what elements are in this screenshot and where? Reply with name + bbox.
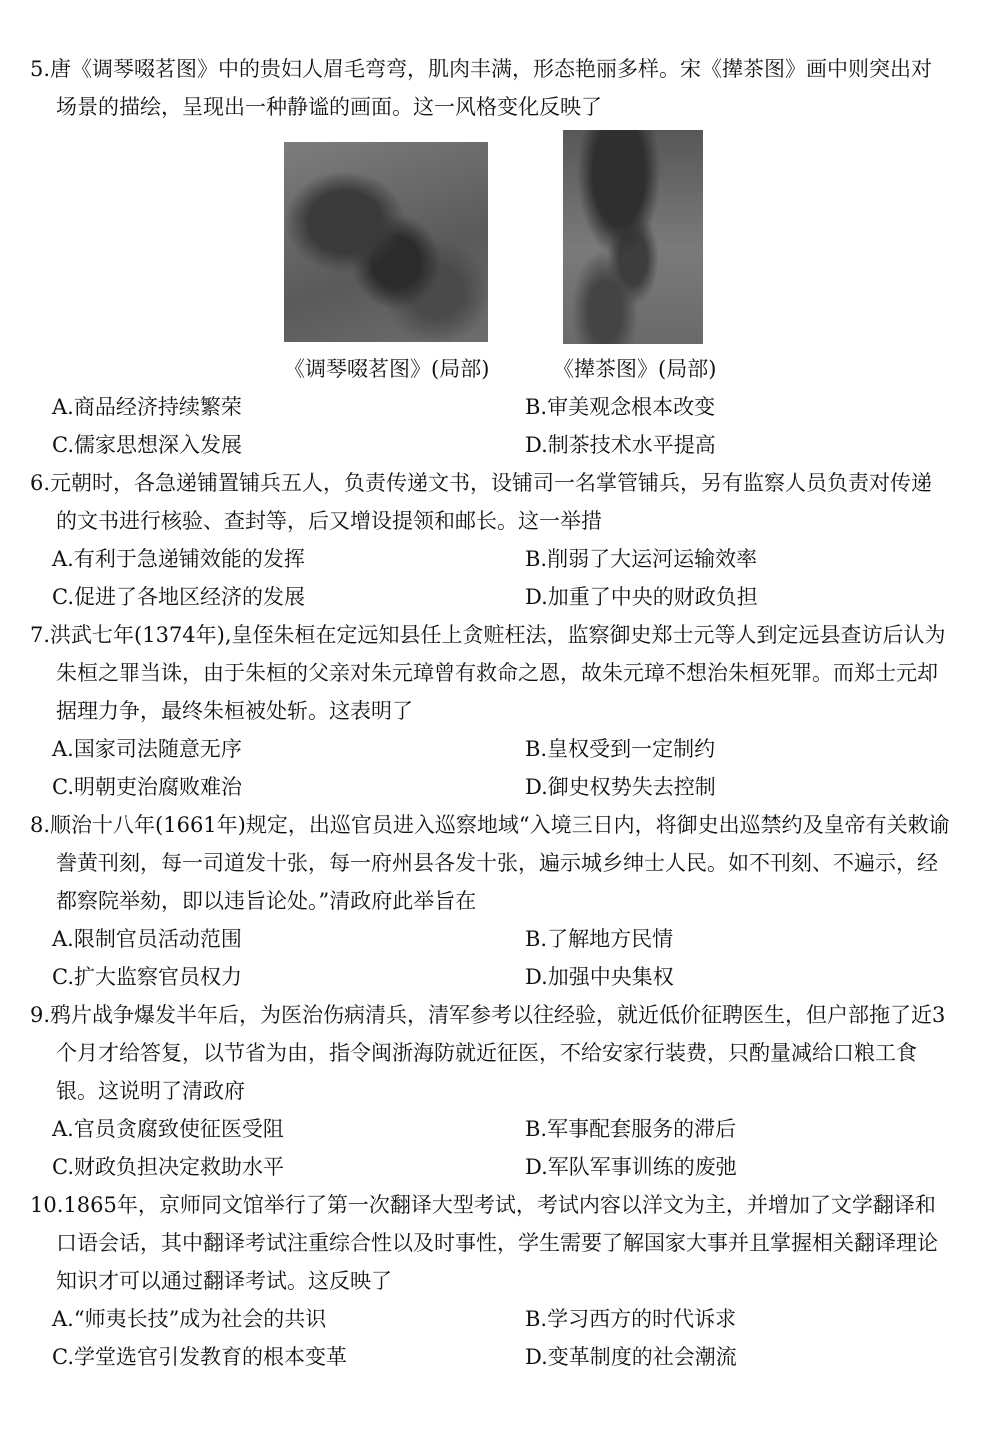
question-stem: 5.唐《调琴啜茗图》中的贵妇人眉毛弯弯，肌肉丰满，形态艳丽多样。宋《撵茶图》画中则突出对场景的描绘，呈现出一种静谧的画面。这一风格变化反映了 xyxy=(30,57,933,119)
question-stem: 6.元朝时，各急递铺置铺兵五人，负责传递文书，设铺司一名掌管铺兵，另有监察人员负责对传递的文书进行核验、查封等，后又增设提领和邮长。这一举措 xyxy=(30,471,933,533)
question-6 xyxy=(30,464,950,616)
option-b[interactable]: B.军事配套服务的滞后 xyxy=(525,1117,737,1141)
question-9 xyxy=(30,996,950,1186)
option-c[interactable]: C.财政负担决定救助水平 xyxy=(52,1155,284,1179)
option-c[interactable]: C.扩大监察官员权力 xyxy=(52,965,242,989)
option-a[interactable]: A.官员贪腐致使征医受阻 xyxy=(52,1117,284,1141)
question-stem: 10.1865年，京师同文馆举行了第一次翻译大型考试，考试内容以洋文为主，并增加了文学翻译和口语会话，其中翻译考试注重综合性以及时事性，学生需要了解国家大事并且掌握相关翻译理论知识才可以通过翻译考试。这反映了 xyxy=(30,1193,938,1293)
option-d[interactable]: D.军队军事训练的废弛 xyxy=(525,1155,737,1179)
option-c[interactable]: C.儒家思想深入发展 xyxy=(52,433,242,457)
option-a[interactable]: A.国家司法随意无序 xyxy=(52,737,242,761)
option-c[interactable]: C.促进了各地区经济的发展 xyxy=(52,585,305,609)
question-stem: 8.顺治十八年(1661年)规定，出巡官员进入巡察地域“入境三日内，将御史出巡禁约及皇帝有关敕谕誊黄刊刻，每一司道发十张，每一府州县各发十张，遍示城乡绅士人民。如不刊刻、不遍示，经都察院举劾，即以违旨论处。”清政府此举旨在 xyxy=(30,813,950,913)
question-stem: 7.洪武七年(1374年),皇侄朱桓在定远知县任上贪赃枉法，监察御史郑士元等人到定远县查访后认为朱桓之罪当诛，由于朱桓的父亲对朱元璋曾有救命之恩，故朱元璋不想治朱桓死罪。而郑士元却据理力争，最终朱桓被处斩。这表明了 xyxy=(30,623,946,723)
question-7 xyxy=(30,616,950,806)
option-d[interactable]: D.御史权势失去控制 xyxy=(525,775,716,799)
caption-right: 《撵茶图》(局部) xyxy=(553,357,717,381)
option-b[interactable]: B.削弱了大运河运输效率 xyxy=(525,547,758,571)
option-c[interactable]: C.明朝吏治腐败难治 xyxy=(52,775,242,799)
option-d[interactable]: D.制茶技术水平提高 xyxy=(525,433,716,457)
option-a[interactable]: A.商品经济持续繁荣 xyxy=(52,395,242,419)
question-10 xyxy=(30,1186,950,1376)
question-5 xyxy=(30,50,950,126)
option-b[interactable]: B.了解地方民情 xyxy=(525,927,674,951)
option-a[interactable]: A.“师夷长技”成为社会的共识 xyxy=(52,1307,327,1331)
option-c[interactable]: C.学堂选官引发教育的根本变革 xyxy=(52,1345,347,1369)
painting-figures xyxy=(0,130,1000,380)
caption-left: 《调琴啜茗图》(局部) xyxy=(284,357,490,381)
option-d[interactable]: D.变革制度的社会潮流 xyxy=(525,1345,737,1369)
option-b[interactable]: B.皇权受到一定制约 xyxy=(525,737,716,761)
option-d[interactable]: D.加重了中央的财政负担 xyxy=(525,585,758,609)
option-b[interactable]: B.学习西方的时代诉求 xyxy=(525,1307,737,1331)
option-b[interactable]: B.审美观念根本改变 xyxy=(525,395,716,419)
painting-image-tiaoqin xyxy=(284,142,488,342)
question-5-options xyxy=(30,388,950,464)
option-a[interactable]: A.有利于急递铺效能的发挥 xyxy=(52,547,305,571)
question-stem: 9.鸦片战争爆发半年后，为医治伤病清兵，清军参考以往经验，就近低价征聘医生，但户部拖了近3个月才给答复，以节省为由，指令闽浙海防就近征医，不给安家行装费，只酌量减给口粮工食银。这说明了清政府 xyxy=(30,1003,946,1103)
question-8 xyxy=(30,806,950,996)
option-d[interactable]: D.加强中央集权 xyxy=(525,965,674,989)
painting-image-niancha xyxy=(563,130,703,344)
option-a[interactable]: A.限制官员活动范围 xyxy=(52,927,242,951)
